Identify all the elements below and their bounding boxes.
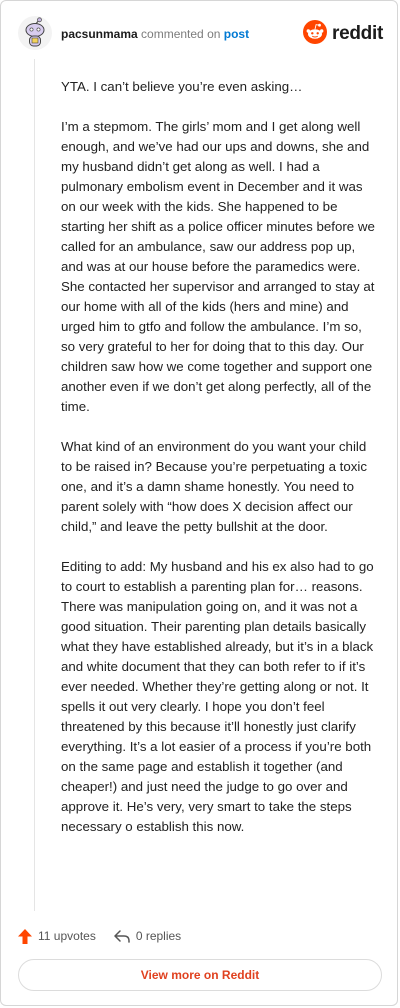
comment-paragraph: I’m a stepmom. The girls’ mom and I get along well enough, and we’ve had our ups and downs, she and my husband didn’t get along as well. I had a pulmonary embolism event in December and it was on our week with the kids. She happened to be starting her shift as a police officer minutes before we called for an ambulance, saw our address pop up, and was at our house before the paramedics were. She contacted her supervisor and arranged to stay at our home with all of the kids (hers and mine) and urged him to gtfo and follow the ambulance. I’m so, so very grateful to her for doing that to this day. Our children saw how we come together and support one another even if we don’t get along perfectly, all of the time. xyxy=(61,119,375,414)
comment-header xyxy=(18,16,383,52)
reddit-logo[interactable] xyxy=(303,21,383,47)
reddit-logo-icon xyxy=(303,20,327,49)
username-link[interactable]: pacsunmama xyxy=(61,27,138,41)
comment-paragraph: Editing to add: My husband and his ex also had to go to court to establish a parenting plan for… reasons. There was manipulation going on, and it was not a good situation. Their parenting plan details basically what they have established already, but it’s in a black and white document that they can both refer to if it’s ever needed. Whether they’re getting along or not. It spells it out very clearly. I hope you don’t feel threatened by this because it’ll honestly just clarify everything. It’s a lot easier of a process if you’re both on the same page and establish it together (and cheaper!) and just need the judge to go over and approve it. He’s very, very smart to take the steps necessary o establish this now. xyxy=(61,559,374,834)
upvote-count: 11 upvotes xyxy=(38,929,96,943)
comment-body xyxy=(61,77,379,857)
reddit-logo-text: reddit xyxy=(332,23,383,44)
upvote-arrow-icon xyxy=(18,929,32,944)
post-link[interactable]: post xyxy=(223,27,250,41)
snoo-avatar-icon[interactable] xyxy=(18,16,52,50)
reply-button[interactable] xyxy=(114,929,181,943)
thread-line xyxy=(34,59,35,911)
comment-paragraph: What kind of an environment do you want your child to be raised in? Because you’re perpetuating a toxic one, and it’s a damn shame honestly. You need to parent solely with “how does X decision affect our child,” and leave the petty bullshit at the door. xyxy=(61,439,368,534)
reply-arrow-icon xyxy=(114,930,130,943)
comment-meta xyxy=(61,27,249,41)
reply-count: 0 replies xyxy=(135,929,182,943)
action-text: commented on xyxy=(137,27,224,41)
view-more-button[interactable]: View more on Reddit xyxy=(18,959,382,991)
upvote-button[interactable] xyxy=(18,929,96,944)
comment-paragraph: YTA. I can’t believe you’re even asking… xyxy=(61,79,303,94)
comment-actions xyxy=(18,926,181,946)
